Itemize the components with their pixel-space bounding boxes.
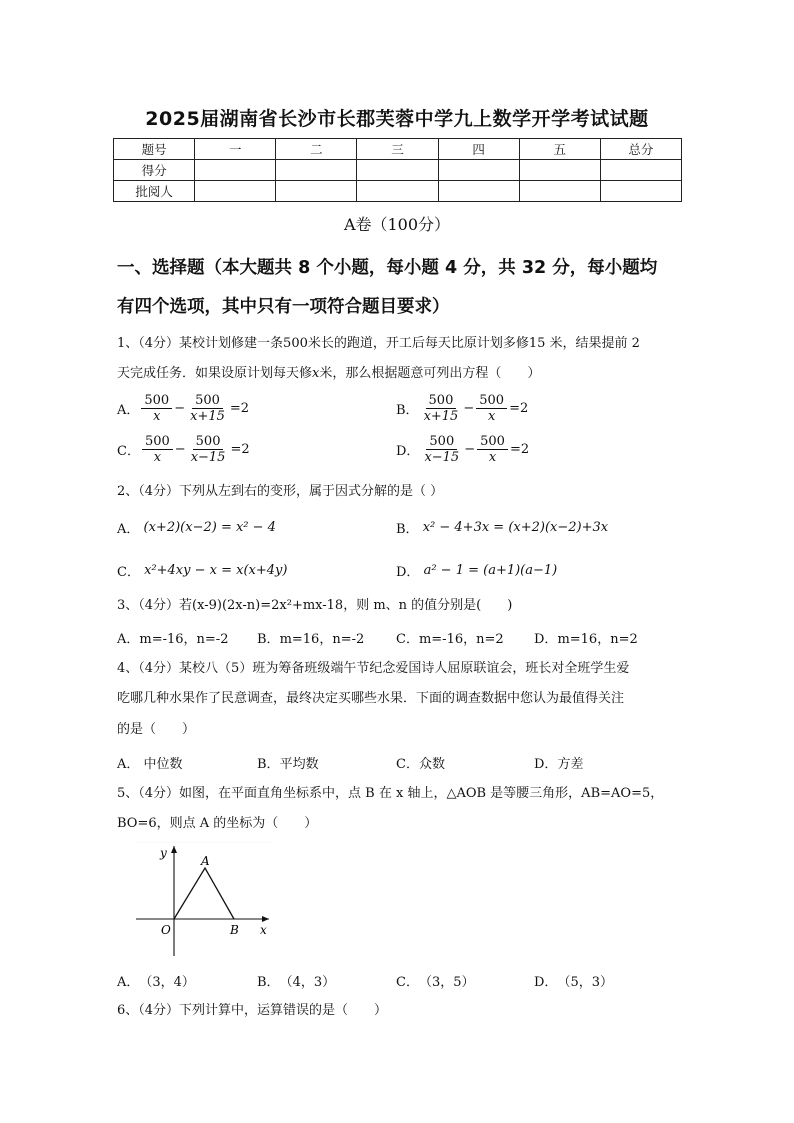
q1-line2-a: 天完成任务．如果设原计划每天修 [117,366,313,381]
score-cell [438,160,519,181]
score-cell [357,160,438,181]
equation-rhs: =2 [509,401,529,416]
q4-text-line2: 吃哪几种水果作了民意调查，最终决定买哪些水果．下面的调查数据中您认为最值得关注 [117,691,625,706]
q4-option-c[interactable] [396,753,445,772]
q2-option-d[interactable] [396,561,557,580]
score-table-header-row [114,139,682,160]
point-a-label: A [201,854,210,868]
option-label: A． [117,403,140,418]
score-table-header: 题号 [114,139,195,160]
option-text: （3，4） [139,975,195,990]
score-table-header: 五 [519,139,600,160]
q3-option-c[interactable] [396,628,504,647]
q1-option-a[interactable]: A． $\frac{500}{x}$ − $\frac{500}{x+15}$ =2 [117,393,250,424]
fraction: $\frac{500}{x+15}$ [190,393,225,424]
score-row-label: 得分 [114,160,195,181]
score-cell [195,181,276,202]
q2-option-c[interactable] [117,561,287,580]
option-label: C． [117,444,140,459]
option-label: C． [396,632,419,647]
q1-text-line1: 1、（4分）某校计划修建一条500米长的跑道，开工后每天比原计划多修15 米，结果提前 2 [117,336,640,351]
score-cell [195,160,276,181]
q4-text-line3: 的是（ ） [117,722,196,737]
q3-text: 3、（4分）若(x-9)(2x-n)=2x²+mx-18，则 m、n 的值分别是( ) [117,598,513,613]
fraction: $\frac{500}{x}$ [476,393,507,424]
score-cell [357,181,438,202]
option-expression: x² − 4+3x = (x+2)(x−2)+3x [422,520,609,535]
option-label: A． [117,632,140,647]
option-text: m=16，n=2 [557,632,638,647]
score-cell [519,181,600,202]
option-text: （5，3） [557,975,613,990]
q5-option-c[interactable] [396,971,475,990]
score-table-header: 总分 [600,139,681,160]
coordinate-figure [133,842,273,958]
q4-option-d[interactable] [534,753,583,772]
q5-text-line2: BO=6，则点 A 的坐标为（ ） [117,816,318,831]
score-cell [600,181,681,202]
q4-option-b[interactable] [257,753,319,772]
fraction: $\frac{500}{x}$ [477,434,508,465]
score-table [113,138,682,202]
score-cell [600,160,681,181]
fraction: $\frac{500}{x}$ [141,393,172,424]
q2-option-b[interactable] [396,518,608,537]
q3-option-d[interactable] [534,628,638,647]
q2-option-a[interactable] [117,518,276,537]
score-row-label: 批阅人 [114,181,195,202]
option-label: A． [117,757,140,772]
option-label: C． [396,975,419,990]
q1-option-b[interactable]: B． $\frac{500}{x+15}$ − $\frac{500}{x}$ =2 [396,393,529,424]
section1-heading-line2: 有四个选项，其中只有一项符合题目要求） [117,297,450,317]
score-table-header: 四 [438,139,519,160]
q5-text-line1: 5、（4分）如图，在平面直角坐标系中，点 B 在 x 轴上，△AOB 是等腰三角形，AB=AO=5， [117,786,664,801]
option-label: B． [257,757,280,772]
q5-option-b[interactable] [257,971,335,990]
option-label: C． [396,757,419,772]
score-table-row [114,160,682,181]
q5-option-d[interactable] [534,971,613,990]
q1-option-c[interactable]: C． $\frac{500}{x}$ − $\frac{500}{x-15}$ =2 [117,434,250,465]
fraction: $\frac{500}{x}$ [142,434,173,465]
y-axis-label: y [160,846,167,860]
option-text: （4，3） [279,975,336,990]
option-label: D． [396,444,420,459]
option-text: m=16，n=-2 [279,632,365,647]
section-a-heading: A卷（100分） [343,215,451,234]
option-expression: a² − 1 = (a+1)(a−1) [423,563,558,578]
q4-option-a[interactable] [117,753,183,772]
score-cell [276,181,357,202]
option-label: C． [117,565,140,580]
equation-rhs: =2 [509,442,530,457]
point-b-label: B [230,923,239,937]
y-axis-arrow [171,846,177,853]
score-table-header: 一 [195,139,276,160]
option-label: B． [396,522,419,537]
section1-heading-line1: 一、选择题（本大题共 8 个小题，每小题 4 分，共 32 分，每小题均 [117,258,658,278]
page-title: 2025届湖南省长沙市长郡芙蓉中学九上数学开学考试试题 [145,108,649,130]
equation-rhs: =2 [229,401,250,416]
q1-text-line2 [117,366,687,382]
score-cell [276,160,357,181]
option-label: D． [396,565,420,580]
q5-option-a[interactable] [117,971,195,990]
option-label: D． [534,975,558,990]
fraction: $\frac{500}{x+15}$ [423,393,459,424]
option-label: D． [534,632,558,647]
option-label: A． [117,975,140,990]
option-label: B． [396,403,419,418]
triangle-aob [174,868,234,919]
score-cell [438,181,519,202]
q2-text: 2、（4分）下列从左到右的变形，属于因式分解的是（ ） [117,484,444,499]
equation-rhs: =2 [230,442,250,457]
q3-option-b[interactable] [257,628,364,647]
fraction: $\frac{500}{x-15}$ [190,434,226,465]
fraction: $\frac{500}{x-15}$ [424,434,460,465]
option-label: A． [117,522,140,537]
option-label: B． [257,632,280,647]
option-label: D． [534,757,558,772]
option-label: B． [257,975,280,990]
score-table-row [114,181,682,202]
score-cell [519,160,600,181]
option-text: （3，5） [418,975,475,990]
x-axis-arrow [262,916,269,922]
option-text: 平均数 [279,757,319,772]
option-expression: (x+2)(x−2) = x² − 4 [143,520,276,535]
option-text: 众数 [418,757,445,772]
option-text: 中位数 [143,757,183,772]
q3-option-a[interactable] [117,628,228,647]
q1-variable: x [312,366,320,381]
score-table-header: 三 [357,139,438,160]
q4-text-line1: 4、（4分）某校八（5）班为筹备班级端午节纪念爱国诗人屈原联谊会，班长对全班学生爱 [117,661,630,676]
q6-text: 6、（4分）下列计算中，运算错误的是（ ） [117,1003,388,1018]
option-text: m=-16，n=2 [418,632,504,647]
origin-label: O [161,923,171,937]
q1-line2-b: 米，那么根据题意可列出方程（ ） [319,366,541,381]
score-table-header: 二 [276,139,357,160]
option-text: 方差 [557,757,584,772]
option-text: m=-16，n=-2 [139,632,229,647]
x-axis-label: x [260,923,267,937]
option-expression: x²+4xy − x = x(x+4y) [144,563,288,578]
q1-option-d[interactable]: D． $\frac{500}{x-15}$ − $\frac{500}{x}$ =2 [396,434,530,465]
